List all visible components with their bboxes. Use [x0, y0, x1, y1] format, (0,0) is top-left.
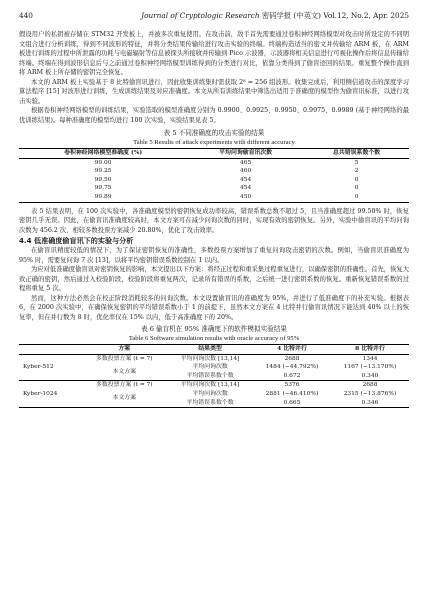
paragraph-proposal: 为应对低准确度偷盲讯对密钥恢复的影响，本文提出以下方案：将经正过程和重采集过程重复进行，以确保密钥的准确性。首先，恢复大致正确的密钥，然后通过入校验阶段，校验阶段将重复两次，记录所有错误的系数，之后统一进行密钥系数的恢复。重新恢复错误系数的过程将重复 5 次。 [19, 266, 409, 293]
table-row [19, 193, 409, 202]
paragraph-training: 本文的 ARM 板上实验基于 8 比特偷盲讯进行，因此收集训练集时需获取 2⁸ = 256 组波形。收集完成后，利用侧信道攻击的深度学习算法程序 [15] 对波形进行训练，生成训练结果及对应准确度。本文从所有训练结果中筛选出适用于准确度的模型作为偷盲讯标准，以进行攻击实验。 [19, 78, 409, 105]
table6-header-8bit: 8 比特并行 [331, 345, 409, 355]
table6-header-result-type: 结果类型 [167, 345, 253, 355]
table-cell: 2688 [284, 355, 300, 362]
table5-caption-en: Table 5 Results of attack experiments with different accuracy [133, 139, 295, 146]
table-cell: 454 [240, 176, 252, 183]
table-cell: 460 [240, 168, 252, 175]
table6-group-kyber1024: Kyber-1024 [19, 381, 81, 408]
table-cell: 0.346 [361, 399, 379, 406]
table5-header-accuracy: 卷积神经网络模型准确度 (%) [19, 149, 187, 159]
table-cell: 2315 (−13.876%) [343, 391, 397, 398]
table5-header-queries: 平均问询偷盲讯次数 [187, 149, 304, 159]
table-cell: 5 [354, 159, 359, 166]
table-cell: 0 [354, 185, 359, 192]
section-heading: 4.4 低准确度偷盲讯下的实验与分析 [19, 236, 134, 246]
table6-header-4bit: 4 比特并行 [253, 345, 331, 355]
table-cell: 本文方案 [112, 368, 137, 375]
table-cell: 454 [240, 185, 252, 192]
table6-group-kyber512: Kyber-512 [23, 364, 54, 371]
paragraph-accuracy: 根据卷积神经网络模型的训练结果，实验选取的模型准确度分别为 0.9900、0.9925、0.9950、0.9975、0.9989 (基于神经网络的最优训练结果)。每种准确度的模型均进行 100 次实验，实验结果见表 5。 [19, 107, 409, 124]
table-cell: 99.00 [94, 159, 112, 166]
paragraph-tradeoff: 然而，这种方法必然会在校正阶段消耗较多的问询次数。本文设置偷盲讯的准确度为 95%，并进行了低准确度下的补充实验。根据表 6，在 2000 次实验中，在确保恢复密钥的平均错误系数小于 1 的前提下，虽然本文方案在 4 比特并行偷盲讯情况下能达到 40% 以上的恢复率，但在并行数为 8 时，优化率仅在 15% 以内，低于高准确度下的 20%。 [19, 294, 409, 321]
table-cell: 0 [354, 176, 359, 183]
table-cell: 平均问询次数 [192, 391, 228, 398]
table-cell: 2 [354, 168, 359, 175]
table-cell: 平均问询次数 [13,14] [180, 355, 240, 362]
table-cell: 1484 (−44.792%) [265, 364, 319, 371]
table6-header-scheme-group [19, 345, 81, 355]
table6 [19, 344, 409, 408]
table-cell: 99.89 [94, 193, 112, 200]
table-cell: 0.672 [283, 372, 301, 379]
table-row [19, 354, 409, 363]
table5-header-row [19, 149, 409, 159]
journal-title-rest: 密码学报 (中英文) Vol.12, No.2, Apr. 2025 [261, 11, 409, 20]
table6-caption-en: Table 6 Software simulation results with oracle accuracy of 95% [128, 335, 300, 343]
table-cell: 平均问询次数 [13,14] [167, 381, 253, 390]
journal-title [141, 11, 409, 21]
table6-header-scheme: 方案 [81, 345, 167, 355]
table-cell: 450 [240, 193, 252, 200]
table-row [19, 158, 409, 167]
table-cell: 99.50 [94, 176, 112, 183]
page-body [19, 30, 409, 408]
table-cell: 本文方案 [112, 395, 137, 402]
table-cell: 平均错误系数个数 [186, 399, 234, 406]
table-cell: 1167 (−13.170%) [343, 364, 397, 371]
table-row [19, 184, 409, 193]
table-row [19, 176, 409, 185]
paragraph-results: 表 5 结果表明，在 100 次实验中，各准确度模型的密钥恢复成功率较高，错误系数总数不超过 5，且当准确度超过 99.50% 时，恢复密钥几乎无误。因此，在偷盲讯准确度较高时，本文方案可在减少问询次数的同时，实现有效的密钥恢复。另外，实验中偷盲讯的平均问询次数为 456.2 次，相较多数投票方案减少 20.80%，优化了攻击效率。 [19, 207, 409, 234]
table-cell: 99.25 [94, 168, 112, 175]
table-cell: 多数投票方案 (t = 7) [95, 355, 153, 362]
journal-title-italic: Journal of Cryptologic Research [141, 11, 260, 20]
table5 [19, 148, 409, 203]
paragraph-low-accuracy: 在偷盲讯精度较低的情况下，为了保证密钥恢复的准确性，多数投票方案增加了重复问询攻击密钥的次数。例如，当偷盲讯准确度为 95% 时，需要复问询 7 次 [13]，以将平均密钥错误系数控制在 1 以内。 [19, 247, 409, 264]
table-row [19, 167, 409, 176]
paragraph-setup: 假设用户的私钥被存储在 STM32 开发板上，并被多次重复使用。在攻击前，敌手首先需要通过卷积神经网络模型对攻击时所设定的不同明文组合进行分析训练，得到不同波形的特征，并将分类结果传输给进行攻击实验的终端。终端构造适当的密文并传输给 ARM 板，在 ARM 板进行训练的过程中所泄露的功耗与电磁辐射等信息被探头所接收并传输到 Pico 示波器，示波器将相关信息进行可视化操作后将信息传输给终端。终端在得到波形信息后与之前通过卷积神经网络模型训练得到的分类进行对比，依靠分类得到了偷盲迹回的结果。重复整个操作直到将 ARM 板上所存储的密钥完全恢复。 [19, 31, 409, 76]
table5-caption-cn: 表 5 不同准确度的攻击实验的结果 [163, 129, 265, 137]
table-cell: 平均错误系数个数 [186, 372, 234, 379]
table-cell: 多数投票方案 (t = 7) [81, 381, 167, 390]
table-cell: 平均问询次数 [192, 364, 228, 371]
running-header [19, 11, 409, 23]
table-row [19, 381, 409, 390]
table-cell: 1344 [362, 355, 378, 362]
table-cell: 99.75 [94, 185, 112, 192]
table-cell: 0.340 [361, 372, 379, 379]
page-number: 440 [19, 11, 33, 20]
table-cell: 465 [240, 159, 252, 166]
table6-caption-cn: 表 6 偷盲机在 95% 准确度下的软件模拟实验结果 [141, 325, 287, 334]
table-cell: 0 [354, 193, 359, 200]
table5-header-errors: 总共错误系数个数 [304, 149, 409, 159]
table6-header-row [19, 345, 409, 355]
table-cell: 5376 [253, 381, 331, 390]
table-cell: 0.665 [283, 399, 301, 406]
table-cell: 2881 (−46.410%) [265, 391, 319, 398]
table-cell: 2688 [331, 381, 409, 390]
